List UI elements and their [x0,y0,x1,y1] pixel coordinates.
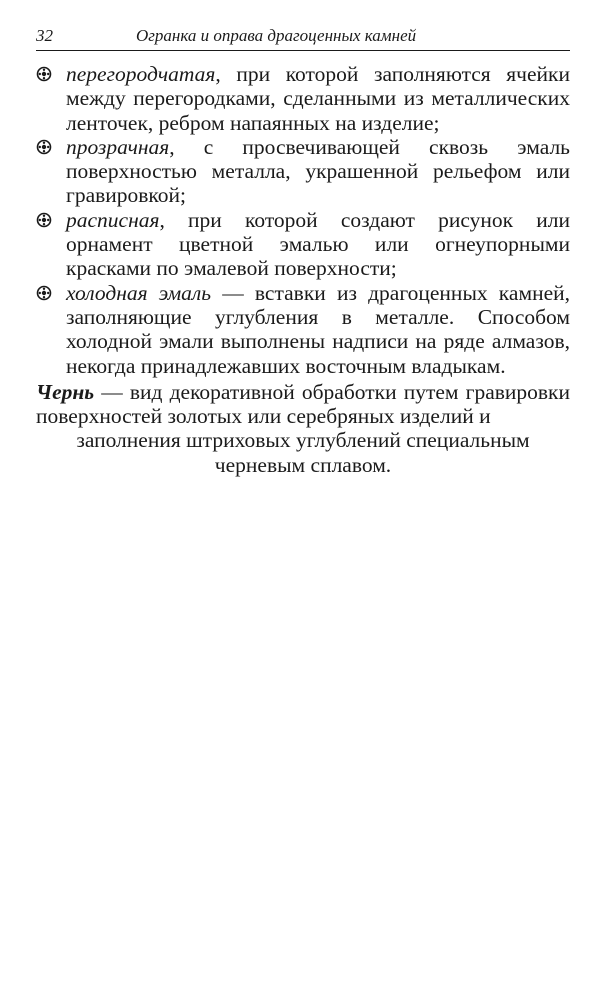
item-term: расписная [66,207,160,232]
header-title: Огранка и оправа драгоценных камней [136,26,417,45]
flower-bullet-icon [36,285,52,301]
item-term: холодная эмаль [66,280,212,305]
definition-line: черневым сплавом. [214,452,392,477]
definition-term: Чернь [36,379,95,404]
running-head [36,24,570,51]
item-text: , при которой создают рисунок или орнамент цветной эмалью или огнеупорными красками по эмалевой поверхности; [66,207,570,281]
list-item [36,208,570,281]
flower-bullet-icon [36,66,52,82]
flower-bullet-icon [36,212,52,228]
item-term: прозрачная [66,134,170,159]
list-item [36,62,570,135]
item-text: — вставки из драгоценных камней, заполняющие углубления в металле. Способом холодной эмали выполнены надписи на ряде алмазов, некогда принадлежавших восточным владыкам. [66,280,571,378]
page-number: 32 [36,26,53,45]
item-text: , при которой заполняются ячейки между перегородками, сделанными из металлических ленточек, ребром напаянных на изделие; [66,62,570,135]
definition-line: заполнения штриховых углублений специальным [76,428,530,453]
flower-bullet-icon [36,139,52,155]
list-item [36,135,570,208]
item-text: , с просвечивающей сквозь эмаль поверхностью металла, украшенной рельефом или гравировкой; [66,134,570,208]
definition-text: — вид декоративной обработки путем гравировки поверхностей золотых или серебряных изделий и [36,379,570,429]
definition-paragraph [36,380,570,429]
list-item [36,281,570,378]
page-body [36,62,570,477]
item-term: перегородчатая [66,62,216,86]
